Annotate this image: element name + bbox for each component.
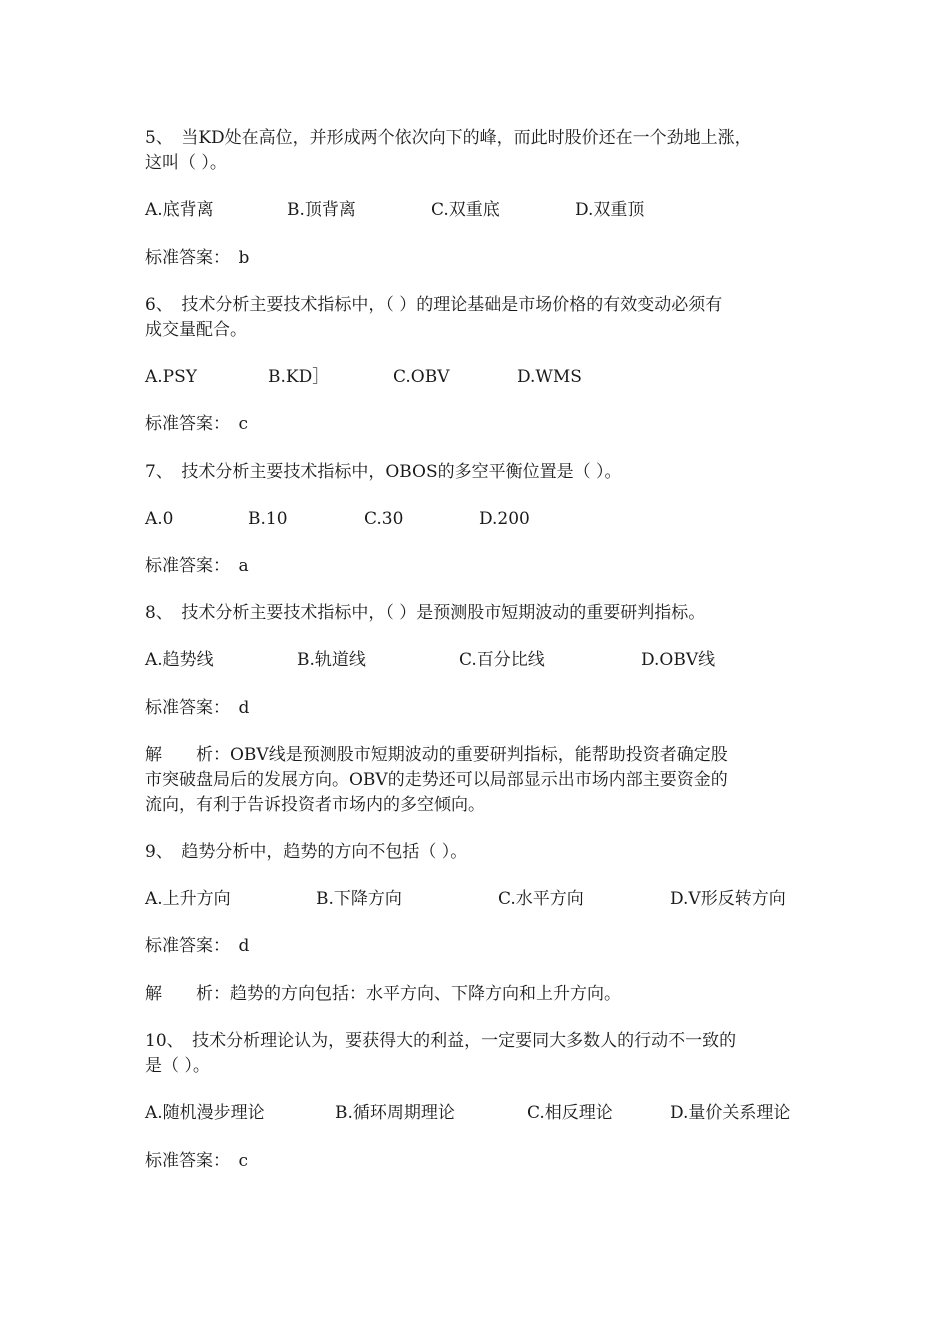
question-8-analysis-line-2: 市突破盘局后的发展方向。OBV的走势还可以局部显示出市场内部主要资金的 (145, 770, 728, 790)
question-5-option-c: C.双重底 (431, 200, 500, 220)
question-6-stem-line-1: 6、 技术分析主要技术指标中，（ ）的理论基础是市场价格的有效变动必须有 (145, 295, 723, 315)
question-10-option-b: B.循环周期理论 (335, 1103, 455, 1123)
question-7-stem-line-1: 7、 技术分析主要技术指标中，OBOS的多空平衡位置是（ ）。 (145, 462, 622, 482)
question-10-option-a: A.随机漫步理论 (145, 1103, 265, 1123)
question-10-option-d: D.量价关系理论 (670, 1103, 791, 1123)
question-8-option-d: D.OBV线 (641, 650, 716, 670)
question-5-answer: 标准答案： b (145, 248, 250, 268)
question-10-stem-line-1: 10、 技术分析理论认为，要获得大的利益，一定要同大多数人的行动不一致的 (145, 1031, 737, 1051)
question-7-answer: 标准答案： a (145, 556, 249, 576)
question-9-option-a: A.上升方向 (145, 889, 231, 909)
question-5-stem-line-2: 这叫（ ）。 (145, 153, 227, 173)
question-6-option-a: A.PSY (145, 367, 197, 387)
question-9-analysis-line-1: 解 析：趋势的方向包括：水平方向、下降方向和上升方向。 (145, 984, 621, 1004)
question-7-option-c: C.30 (364, 509, 404, 529)
question-8-analysis-line-1: 解 析：OBV线是预测股市短期波动的重要研判指标，能帮助投资者确定股 (145, 745, 728, 765)
question-9-stem-line-1: 9、 趋势分析中，趋势的方向不包括（ ）。 (145, 842, 468, 862)
question-8-stem-line-1: 8、 技术分析主要技术指标中，（ ）是预测股市短期波动的重要研判指标。 (145, 603, 706, 623)
question-5-option-d: D.双重顶 (575, 200, 645, 220)
question-7-option-b: B.10 (248, 509, 288, 529)
question-6-answer: 标准答案： c (145, 414, 249, 434)
question-9-option-b: B.下降方向 (316, 889, 402, 909)
question-10-answer: 标准答案： c (145, 1151, 249, 1171)
question-8-analysis-line-3: 流向，有利于告诉投资者市场内的多空倾向。 (145, 795, 485, 815)
question-9-option-d: D.V形反转方向 (670, 889, 786, 909)
question-5-option-a: A.底背离 (145, 200, 214, 220)
question-8-option-c: C.百分比线 (459, 650, 545, 670)
question-7-option-d: D.200 (479, 509, 530, 529)
question-9-answer: 标准答案： d (145, 936, 250, 956)
question-8-option-b: B.轨道线 (297, 650, 366, 670)
question-8-answer: 标准答案： d (145, 698, 250, 718)
question-10-stem-line-2: 是（ ）。 (145, 1056, 210, 1076)
question-6-option-d: D.WMS (517, 367, 582, 387)
question-8-option-a: A.趋势线 (145, 650, 214, 670)
question-5-option-b: B.顶背离 (287, 200, 356, 220)
question-7-option-a: A.0 (145, 509, 174, 529)
question-6-stem-line-2: 成交量配合。 (145, 320, 247, 340)
question-10-option-c: C.相反理论 (527, 1103, 613, 1123)
question-5-stem-line-1: 5、 当KD处在高位，并形成两个依次向下的峰，而此时股价还在一个劲地上涨， (145, 128, 752, 148)
question-6-option-b: B.KD］ (268, 367, 330, 387)
question-9-option-c: C.水平方向 (498, 889, 584, 909)
question-6-option-c: C.OBV (393, 367, 450, 387)
